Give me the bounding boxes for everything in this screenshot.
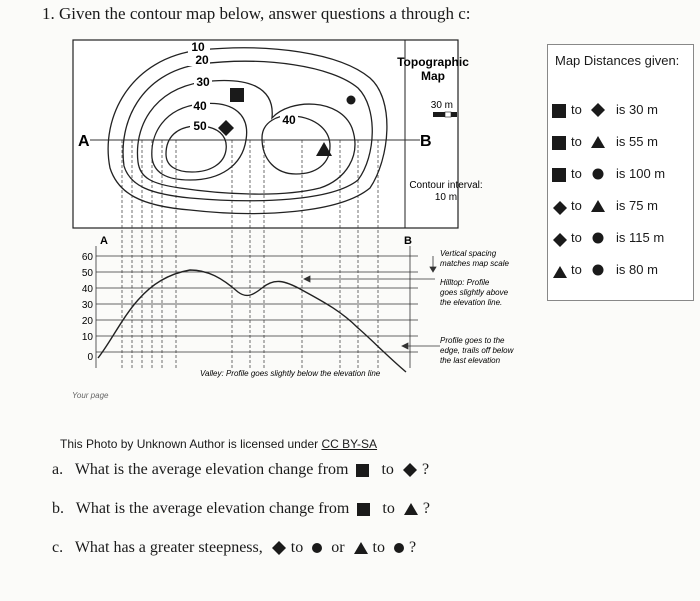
- y-tick-0: 0: [87, 352, 93, 363]
- legend-title-1: Topographic: [397, 55, 469, 69]
- note-vertical-2: matches map scale: [440, 259, 509, 268]
- diamond-icon: [552, 200, 566, 214]
- circle-marker: [347, 96, 356, 105]
- triangle-icon: [590, 198, 604, 212]
- note-valley: Valley: Profile goes slightly below the elevation line: [200, 369, 381, 378]
- distance-to: to: [571, 102, 582, 117]
- contour-label-20: 20: [195, 53, 209, 67]
- distance-row: [548, 166, 693, 184]
- question-c-end: ?: [408, 539, 417, 556]
- triangle-icon: [353, 541, 369, 555]
- section-label-b: B: [420, 133, 432, 150]
- interval-label-1: Contour interval:: [409, 180, 483, 191]
- question-c-label: c.: [52, 539, 64, 556]
- scale-label: 30 m: [430, 100, 453, 111]
- distance-row: [548, 262, 693, 280]
- question-c-to1: to: [290, 539, 304, 556]
- diamond-icon: [271, 540, 287, 556]
- distance-value: is 80 m: [616, 262, 658, 277]
- square-marker: [230, 88, 244, 102]
- contour-label-30: 30: [196, 75, 210, 89]
- question-a-end: ?: [421, 461, 430, 478]
- question-c: [52, 539, 416, 557]
- contour-label-40b: 40: [282, 113, 296, 127]
- circle-icon: [590, 230, 604, 244]
- photo-credit: [60, 437, 377, 451]
- section-label-a: A: [78, 133, 90, 150]
- note-edge-1: Profile goes to the: [440, 336, 505, 345]
- credit-license-link[interactable]: CC BY-SA: [321, 437, 378, 451]
- question-title: 1. Given the contour map below, answer questions a through c:: [42, 4, 471, 23]
- square-icon: [356, 464, 369, 477]
- y-tick-50: 50: [81, 268, 93, 279]
- question-a-to: to: [381, 461, 394, 478]
- distance-value: is 30 m: [616, 102, 658, 117]
- question-a-text: What is the average elevation change from: [74, 461, 349, 478]
- question-b: [52, 500, 430, 518]
- distance-to: to: [571, 230, 582, 245]
- distance-to: to: [571, 134, 582, 149]
- diamond-icon: [590, 102, 604, 116]
- y-tick-30: 30: [81, 300, 93, 311]
- profile-curve: [98, 270, 406, 372]
- contour-figure: [40, 38, 514, 433]
- y-tick-10: 10: [81, 332, 93, 343]
- y-tick-40: 40: [81, 284, 93, 295]
- square-icon: [552, 136, 566, 150]
- note-hilltop-3: the elevation line.: [440, 298, 503, 307]
- contour-label-50: 50: [193, 119, 207, 133]
- square-icon: [357, 503, 370, 516]
- circle-icon: [590, 262, 604, 276]
- your-page-label: Your page: [72, 391, 109, 400]
- profile-grid: [96, 246, 418, 368]
- distance-row: [548, 198, 693, 216]
- credit-prefix: This Photo by Unknown Author is licensed under: [60, 437, 322, 451]
- profile-label-b: B: [404, 235, 412, 247]
- y-tick-20: 20: [81, 316, 93, 327]
- question-c-or: or: [331, 539, 345, 556]
- distance-to: to: [571, 198, 582, 213]
- legend-title-2: Map: [421, 69, 445, 83]
- distance-value: is 115 m: [616, 230, 665, 245]
- distance-to: to: [571, 166, 582, 181]
- distance-to: to: [571, 262, 582, 277]
- circle-icon: [393, 542, 405, 554]
- note-vertical-1: Vertical spacing: [440, 249, 497, 258]
- distance-value: is 75 m: [616, 198, 658, 213]
- triangle-icon: [590, 134, 604, 148]
- scale-bar-light: [445, 112, 451, 117]
- note-edge-2: edge, trails off below: [440, 346, 514, 355]
- distance-value: is 55 m: [616, 134, 658, 149]
- note-hilltop-1: Hilltop: Profile: [440, 278, 490, 287]
- note-edge-3: the last elevation: [440, 356, 501, 365]
- interval-label-2: 10 m: [434, 192, 458, 203]
- question-b-text: What is the average elevation change from: [75, 500, 350, 517]
- circle-icon: [311, 542, 323, 554]
- triangle-icon: [403, 502, 419, 516]
- question-a: [52, 461, 429, 479]
- distance-row: [548, 134, 693, 152]
- question-c-text: What has a greater steepness,: [74, 539, 263, 556]
- square-icon: [552, 104, 566, 118]
- profile-label-a: A: [100, 235, 108, 247]
- diamond-icon: [552, 232, 566, 246]
- distances-title: Map Distances given:: [555, 53, 680, 68]
- question-a-label: a.: [52, 461, 64, 478]
- distance-value: is 100 m: [616, 166, 666, 181]
- note-hilltop-2: goes slightly above: [440, 288, 509, 297]
- contour-label-10: 10: [191, 40, 205, 54]
- question-b-label: b.: [52, 500, 64, 517]
- diamond-icon: [402, 462, 418, 478]
- question-c-to2: to: [372, 539, 385, 556]
- distance-row: [548, 230, 693, 248]
- question-b-to: to: [382, 500, 395, 517]
- contour-label-40: 40: [193, 99, 207, 113]
- circle-icon: [590, 166, 604, 180]
- question-b-end: ?: [422, 500, 430, 517]
- y-tick-60: 60: [81, 252, 93, 263]
- triangle-icon: [552, 264, 566, 278]
- distance-row: [548, 102, 693, 120]
- square-icon: [552, 168, 566, 182]
- map-distances-box: [547, 44, 694, 301]
